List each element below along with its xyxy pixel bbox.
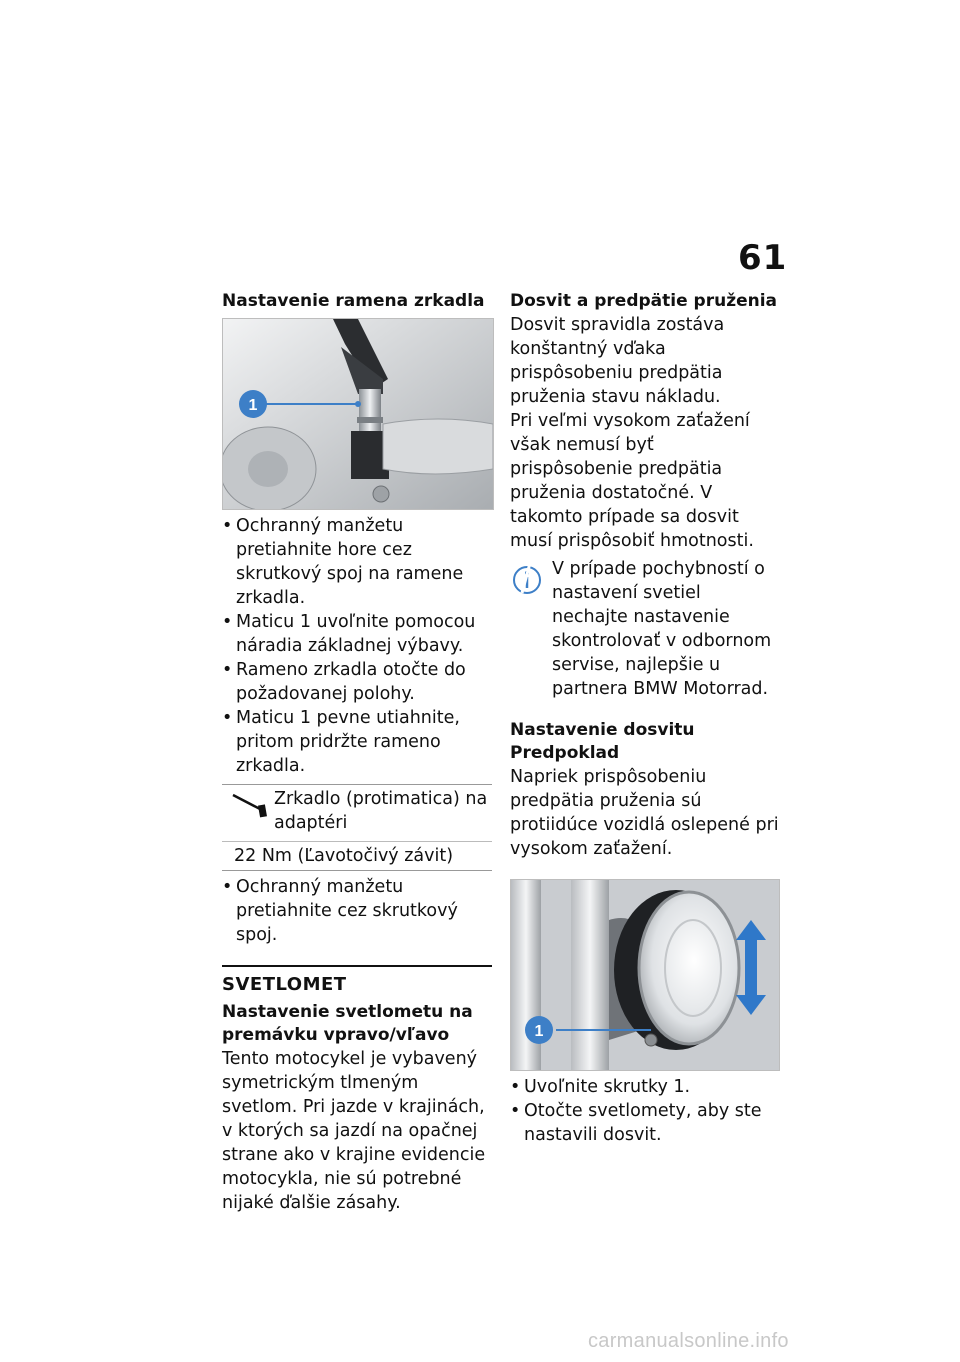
list-item: • Ochranný manžetu pretiahnite hore cez skrutkový spoj na ramene zrkadla. — [222, 514, 492, 610]
torque-spec-label: Zrkadlo (protimatica) na adaptéri — [274, 789, 488, 833]
mirror-arm-figure — [222, 318, 494, 510]
heading-prerequisite: Predpoklad — [510, 743, 620, 763]
heading-beam-range: Dosvit a predpätie pruženia — [510, 291, 778, 311]
heading-headlight-traffic: Nastavenie svetlometu na premávku vpravo/vľavo — [222, 1002, 473, 1045]
list-item: • Maticu 1 uvoľnite pomocou náradia základnej výbavy. — [222, 610, 492, 658]
right-column — [510, 290, 780, 1147]
info-note-text: V prípade pochybností o nastavení svetiel nechajte nastavenie skontrolovať v odbornom servise, najlepšie u partnera BMW Motorrad. — [552, 559, 772, 699]
torque-spec-table — [222, 784, 492, 871]
headlight-traffic-text: Tento motocykel je vybavený symetrickým tlmeným svetlom. Pri jazde v krajinách, v ktorých sa jazdí na opačnej strane ako v krajine evidencie motocykla, nie sú potrebné nijaké ďalšie zásahy. — [222, 1049, 486, 1213]
mirror-arm-illustration — [223, 319, 493, 509]
figure2-callout-label: 1 — [534, 1023, 544, 1040]
list-item: • Otočte svetlomety, aby ste nastavili dosvit. — [510, 1099, 780, 1147]
wrench-icon — [230, 791, 270, 819]
headlight-figure — [510, 879, 780, 1071]
left-column — [222, 290, 492, 1215]
watermark: carmanualsonline.info — [588, 1330, 789, 1352]
list-item: • Uvoľnite skrutky 1. — [510, 1075, 780, 1099]
beam-range-text-2: Pri veľmi vysokom zaťažení však nemusí byť prispôsobenie predpätia pruženia dostatočné. V takomto prípade sa dosvit musí prispôsobiť hmotnosti. — [510, 411, 754, 551]
section-divider — [222, 965, 492, 967]
info-icon — [510, 561, 544, 595]
beam-steps-list — [510, 1075, 780, 1147]
info-note — [510, 557, 780, 701]
heading-beam-adjust: Nastavenie dosvitu — [510, 720, 695, 740]
list-item: • Rameno zrkadla otočte do požadovanej polohy. — [222, 658, 492, 706]
figure1-callout-label: 1 — [248, 397, 258, 414]
torque-spec-row — [222, 785, 492, 842]
list-item: • Ochranný manžetu pretiahnite cez skrutkový spoj. — [222, 875, 492, 947]
beam-range-text-1: Dosvit spravidla zostáva konštantný vďaka prispôsobeniu predpätia pruženia stavu nákladu. — [510, 315, 725, 407]
page-number: 61 — [738, 238, 788, 278]
prerequisite-text: Napriek prispôsobeniu predpätia pruženia sú protiidúce vozidlá oslepené pri vysokom zaťažení. — [510, 767, 779, 859]
mirror-steps-list — [222, 514, 492, 778]
headlight-illustration — [511, 880, 779, 1070]
list-item: • Maticu 1 pevne utiahnite, pritom pridržte rameno zrkadla. — [222, 706, 492, 778]
mirror-final-list — [222, 875, 492, 947]
torque-value: 22 Nm (Ľavotočivý závit) — [234, 846, 454, 866]
heading-mirror-arm: Nastavenie ramena zrkadla — [222, 291, 485, 311]
chapter-title: SVETLOMET — [222, 974, 347, 995]
